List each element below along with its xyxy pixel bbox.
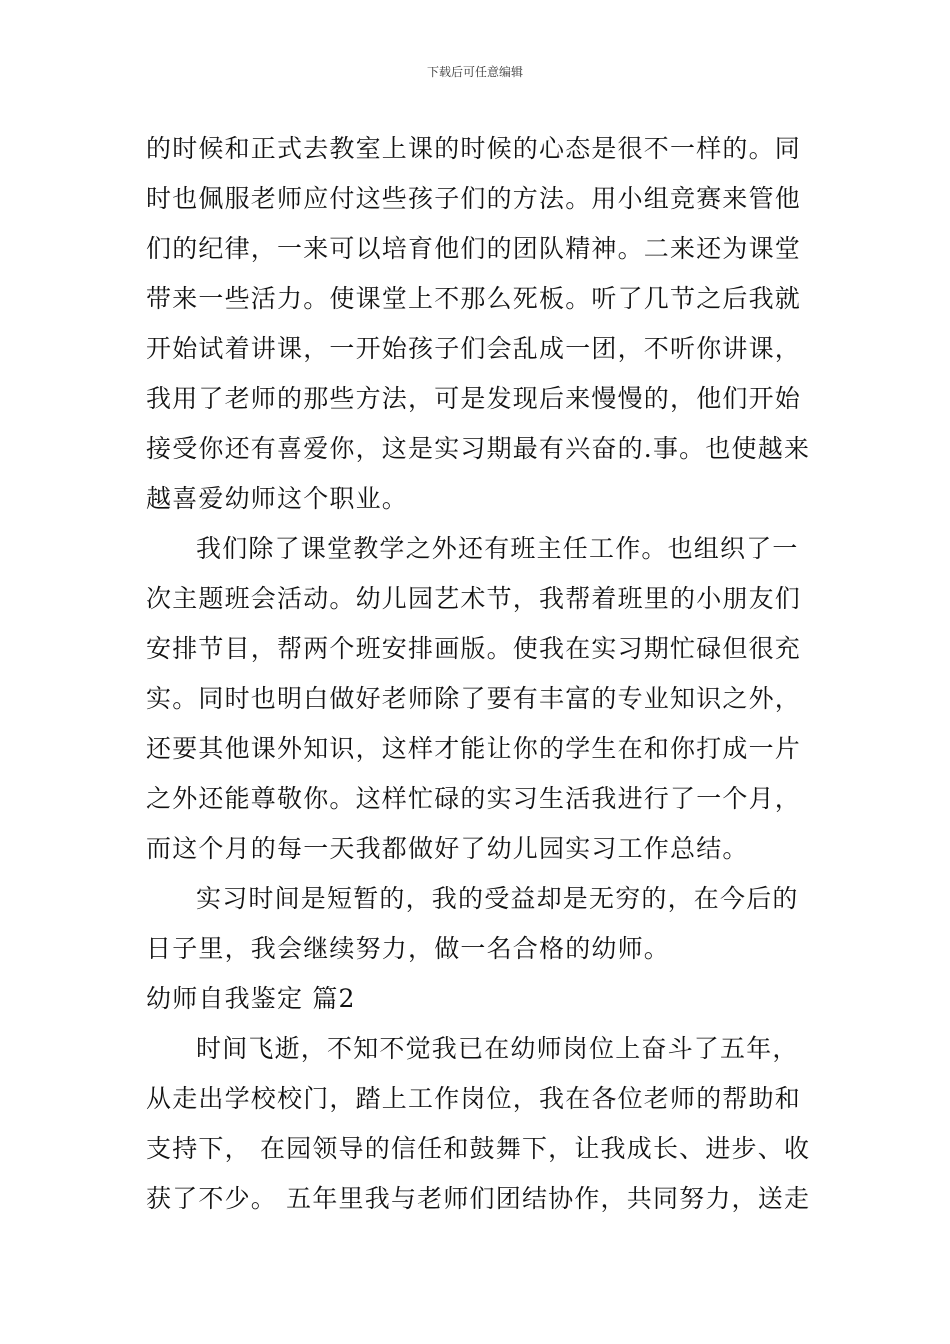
text-line: 次主题班会活动。幼儿园艺术节，我帮着班里的小朋友们 — [146, 584, 802, 613]
page-header: 下载后可任意编辑 — [426, 65, 523, 79]
text-line: 越喜爱幼师这个职业。 — [146, 484, 409, 513]
text-line: 接受你还有喜爱你，这是实习期最有兴奋的.事。也使越来 — [146, 434, 811, 463]
text-line: 我用了老师的那些方法，可是发现后来慢慢的，他们开始 — [146, 384, 802, 413]
paragraph-start-line: 实习时间是短暂的，我的受益却是无穷的，在今后的 — [196, 884, 799, 913]
text-line: 实。同时也明白做好老师除了要有丰富的专业知识之外， — [146, 684, 802, 713]
section-heading: 幼师自我鉴定 篇2 — [146, 984, 356, 1013]
text-line: 从走出学校校门，踏上工作岗位，我在各位老师的帮助和 — [146, 1084, 802, 1113]
text-line: 时也佩服老师应付这些孩子们的方法。用小组竞赛来管他 — [146, 184, 802, 213]
text-line: 支持下， 在园领导的信任和鼓舞下，让我成长、进步、收 — [146, 1134, 811, 1163]
text-line: 安排节目，帮两个班安排画版。使我在实习期忙碌但很充 — [146, 634, 802, 663]
text-line: 们的纪律，一来可以培育他们的团队精神。二来还为课堂 — [146, 234, 802, 263]
paragraph-start-line: 我们除了课堂教学之外还有班主任工作。也组织了一 — [196, 534, 799, 563]
text-line: 之外还能尊敬你。这样忙碌的实习生活我进行了一个月， — [146, 784, 802, 813]
text-line: 而这个月的每一天我都做好了幼儿园实习工作总结。 — [146, 834, 749, 863]
text-line: 带来一些活力。使课堂上不那么死板。听了几节之后我就 — [146, 284, 802, 313]
paragraph-start-line: 时间飞逝，不知不觉我已在幼师岗位上奋斗了五年， — [196, 1034, 799, 1063]
text-line: 日子里，我会继续努力，做一名合格的幼师。 — [146, 934, 671, 963]
text-line: 还要其他课外知识，这样才能让你的学生在和你打成一片 — [146, 734, 802, 763]
text-line: 获了不少。 五年里我与老师们团结协作，共同努力，送走 — [146, 1184, 811, 1213]
text-line: 开始试着讲课，一开始孩子们会乱成一团，不听你讲课， — [146, 334, 802, 363]
text-line: 的时候和正式去教室上课的时候的心态是很不一样的。同 — [146, 134, 802, 163]
